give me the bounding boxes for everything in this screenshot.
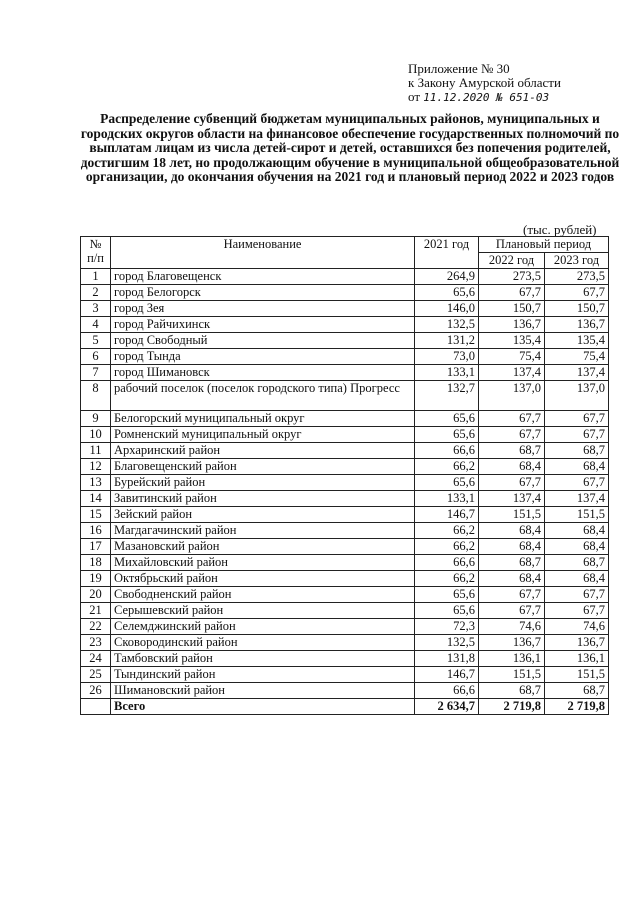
row-name: город Райчихинск: [111, 317, 415, 333]
row-value-2022: 136,7: [479, 635, 545, 651]
table-row: [81, 523, 609, 539]
row-value-2021: 132,5: [415, 635, 479, 651]
row-value-2022: 68,4: [479, 459, 545, 475]
row-value-2022: 68,7: [479, 555, 545, 571]
row-number: 12: [81, 459, 111, 475]
row-name: Селемджинский район: [111, 619, 415, 635]
row-value-2023: 68,4: [545, 459, 609, 475]
appendix-date-prefix: от: [408, 89, 421, 104]
row-value-2023: 136,1: [545, 651, 609, 667]
table-body: [81, 269, 609, 715]
row-value-2022: 68,7: [479, 683, 545, 699]
row-value-2023: 68,7: [545, 683, 609, 699]
units-label: (тыс. рублей): [523, 222, 597, 237]
row-value-2021: 65,6: [415, 411, 479, 427]
row-name: Завитинский район: [111, 491, 415, 507]
row-value-2022: 137,4: [479, 365, 545, 381]
row-number: 9: [81, 411, 111, 427]
row-value-2022: 67,7: [479, 587, 545, 603]
row-number: 26: [81, 683, 111, 699]
table-row: [81, 587, 609, 603]
row-value-2023: 136,7: [545, 635, 609, 651]
row-value-2023: 67,7: [545, 427, 609, 443]
table-row: [81, 443, 609, 459]
row-value-2023: 68,4: [545, 539, 609, 555]
table-row: [81, 507, 609, 523]
row-value-2023: 75,4: [545, 349, 609, 365]
total-value-2022: 2 719,8: [479, 699, 545, 715]
row-value-2021: 73,0: [415, 349, 479, 365]
row-value-2021: 66,2: [415, 539, 479, 555]
row-value-2023: 67,7: [545, 603, 609, 619]
row-value-2022: 135,4: [479, 333, 545, 349]
row-value-2022: 68,4: [479, 539, 545, 555]
row-value-2023: 67,7: [545, 587, 609, 603]
row-value-2021: 132,7: [415, 381, 479, 411]
row-number: 23: [81, 635, 111, 651]
table-row: [81, 317, 609, 333]
row-value-2021: 65,6: [415, 475, 479, 491]
row-value-2021: 146,7: [415, 507, 479, 523]
header-name: Наименование: [111, 237, 415, 269]
row-name: Зейский район: [111, 507, 415, 523]
row-name: Архаринский район: [111, 443, 415, 459]
row-name: Свободненский район: [111, 587, 415, 603]
table-row: [81, 683, 609, 699]
table-row: [81, 603, 609, 619]
table-row: [81, 333, 609, 349]
total-number-cell: [81, 699, 111, 715]
row-value-2021: 66,6: [415, 443, 479, 459]
handwritten-date: 11.12.2020 № 651-03: [423, 91, 550, 104]
row-value-2023: 137,0: [545, 381, 609, 411]
row-value-2023: 68,7: [545, 443, 609, 459]
table-row: [81, 459, 609, 475]
row-value-2023: 68,7: [545, 555, 609, 571]
row-value-2023: 136,7: [545, 317, 609, 333]
row-value-2022: 150,7: [479, 301, 545, 317]
row-name: Бурейский район: [111, 475, 415, 491]
row-value-2023: 273,5: [545, 269, 609, 285]
total-value-2021: 2 634,7: [415, 699, 479, 715]
row-number: 3: [81, 301, 111, 317]
table-row: [81, 427, 609, 443]
row-value-2021: 66,6: [415, 683, 479, 699]
row-value-2021: 66,2: [415, 523, 479, 539]
row-name: Сковородинский район: [111, 635, 415, 651]
row-value-2022: 67,7: [479, 603, 545, 619]
row-value-2022: 67,7: [479, 427, 545, 443]
row-value-2023: 67,7: [545, 475, 609, 491]
row-value-2023: 137,4: [545, 365, 609, 381]
row-number: 21: [81, 603, 111, 619]
row-number: 6: [81, 349, 111, 365]
row-name: Благовещенский район: [111, 459, 415, 475]
table-row: [81, 381, 609, 411]
table-row: [81, 349, 609, 365]
row-value-2022: 136,7: [479, 317, 545, 333]
row-value-2023: 68,4: [545, 571, 609, 587]
row-number: 16: [81, 523, 111, 539]
row-value-2021: 65,6: [415, 603, 479, 619]
header-2022: 2022 год: [479, 253, 545, 269]
row-value-2023: 137,4: [545, 491, 609, 507]
row-number: 18: [81, 555, 111, 571]
row-name: Ромненский муниципальный округ: [111, 427, 415, 443]
row-name: Тындинский район: [111, 667, 415, 683]
row-value-2022: 68,4: [479, 571, 545, 587]
table-row: [81, 365, 609, 381]
row-name: Октябрьский район: [111, 571, 415, 587]
row-value-2022: 74,6: [479, 619, 545, 635]
row-number: 1: [81, 269, 111, 285]
row-number: 19: [81, 571, 111, 587]
row-value-2023: 67,7: [545, 285, 609, 301]
row-number: 10: [81, 427, 111, 443]
appendix-number: Приложение № 30: [408, 61, 510, 76]
row-name: город Благовещенск: [111, 269, 415, 285]
total-label: Всего: [111, 699, 415, 715]
header-2021: 2021 год: [415, 237, 479, 269]
table-row: [81, 269, 609, 285]
table-row: [81, 555, 609, 571]
subsidies-table: [80, 236, 609, 715]
row-value-2021: 66,2: [415, 571, 479, 587]
table-row: [81, 619, 609, 635]
row-number: 2: [81, 285, 111, 301]
row-value-2022: 137,4: [479, 491, 545, 507]
row-name: Магдагачинский район: [111, 523, 415, 539]
row-value-2021: 146,7: [415, 667, 479, 683]
row-value-2022: 136,1: [479, 651, 545, 667]
row-value-2023: 151,5: [545, 507, 609, 523]
table-row: [81, 285, 609, 301]
row-value-2021: 66,6: [415, 555, 479, 571]
appendix-header: [408, 62, 561, 105]
row-number: 7: [81, 365, 111, 381]
row-value-2021: 65,6: [415, 587, 479, 603]
row-number: 25: [81, 667, 111, 683]
total-value-2023: 2 719,8: [545, 699, 609, 715]
appendix-law: к Закону Амурской области: [408, 75, 561, 90]
row-value-2023: 68,4: [545, 523, 609, 539]
row-number: 8: [81, 381, 111, 411]
table-row: [81, 491, 609, 507]
row-value-2021: 131,2: [415, 333, 479, 349]
row-number: 5: [81, 333, 111, 349]
document-title: Распределение субвенций бюджетам муниципальных районов, муниципальных и городских округов области на финансовое обеспечение государственных полномочий по выплатам лицам из числа детей-сирот и детей, оставшихся без попечения родителей, достигшим 18 лет, но продолжающим обучение в муниципальной общеобразовательной организации, до окончания обучения на 2021 год и плановый период 2022 и 2023 годов: [80, 111, 620, 185]
row-value-2021: 132,5: [415, 317, 479, 333]
total-row: [81, 699, 609, 715]
row-name: Тамбовский район: [111, 651, 415, 667]
row-value-2023: 74,6: [545, 619, 609, 635]
row-value-2021: 264,9: [415, 269, 479, 285]
row-name: город Свободный: [111, 333, 415, 349]
row-value-2022: 75,4: [479, 349, 545, 365]
header-2023: 2023 год: [545, 253, 609, 269]
row-name: Михайловский район: [111, 555, 415, 571]
row-value-2021: 66,2: [415, 459, 479, 475]
row-name: город Белогорск: [111, 285, 415, 301]
table-header: [81, 237, 609, 269]
row-value-2021: 72,3: [415, 619, 479, 635]
row-value-2021: 65,6: [415, 427, 479, 443]
row-number: 15: [81, 507, 111, 523]
table-row: [81, 571, 609, 587]
row-value-2021: 133,1: [415, 491, 479, 507]
row-value-2021: 131,8: [415, 651, 479, 667]
row-value-2022: 67,7: [479, 285, 545, 301]
row-number: 4: [81, 317, 111, 333]
row-value-2021: 133,1: [415, 365, 479, 381]
row-number: 14: [81, 491, 111, 507]
header-plan-period: Плановый период: [479, 237, 609, 253]
row-number: 20: [81, 587, 111, 603]
row-value-2021: 65,6: [415, 285, 479, 301]
row-value-2023: 150,7: [545, 301, 609, 317]
table-row: [81, 635, 609, 651]
row-name: Белогорский муниципальный округ: [111, 411, 415, 427]
row-value-2023: 135,4: [545, 333, 609, 349]
row-value-2022: 68,4: [479, 523, 545, 539]
table-row: [81, 411, 609, 427]
row-name: город Зея: [111, 301, 415, 317]
row-value-2023: 67,7: [545, 411, 609, 427]
row-value-2022: 137,0: [479, 381, 545, 411]
header-no: № п/п: [81, 237, 111, 269]
row-name: Серышевский район: [111, 603, 415, 619]
row-name: Мазановский район: [111, 539, 415, 555]
row-number: 24: [81, 651, 111, 667]
row-name: город Шимановск: [111, 365, 415, 381]
row-number: 13: [81, 475, 111, 491]
row-value-2023: 151,5: [545, 667, 609, 683]
row-value-2021: 146,0: [415, 301, 479, 317]
row-name: Шимановский район: [111, 683, 415, 699]
row-number: 22: [81, 619, 111, 635]
row-value-2022: 67,7: [479, 475, 545, 491]
row-name: рабочий поселок (поселок городского типа) Прогресс: [111, 381, 415, 411]
appendix-date: [408, 90, 561, 105]
table-row: [81, 475, 609, 491]
row-value-2022: 151,5: [479, 667, 545, 683]
row-value-2022: 273,5: [479, 269, 545, 285]
table-row: [81, 539, 609, 555]
row-value-2022: 151,5: [479, 507, 545, 523]
row-value-2022: 68,7: [479, 443, 545, 459]
table-row: [81, 301, 609, 317]
table-row: [81, 667, 609, 683]
row-number: 11: [81, 443, 111, 459]
row-number: 17: [81, 539, 111, 555]
table-row: [81, 651, 609, 667]
row-value-2022: 67,7: [479, 411, 545, 427]
row-name: город Тында: [111, 349, 415, 365]
